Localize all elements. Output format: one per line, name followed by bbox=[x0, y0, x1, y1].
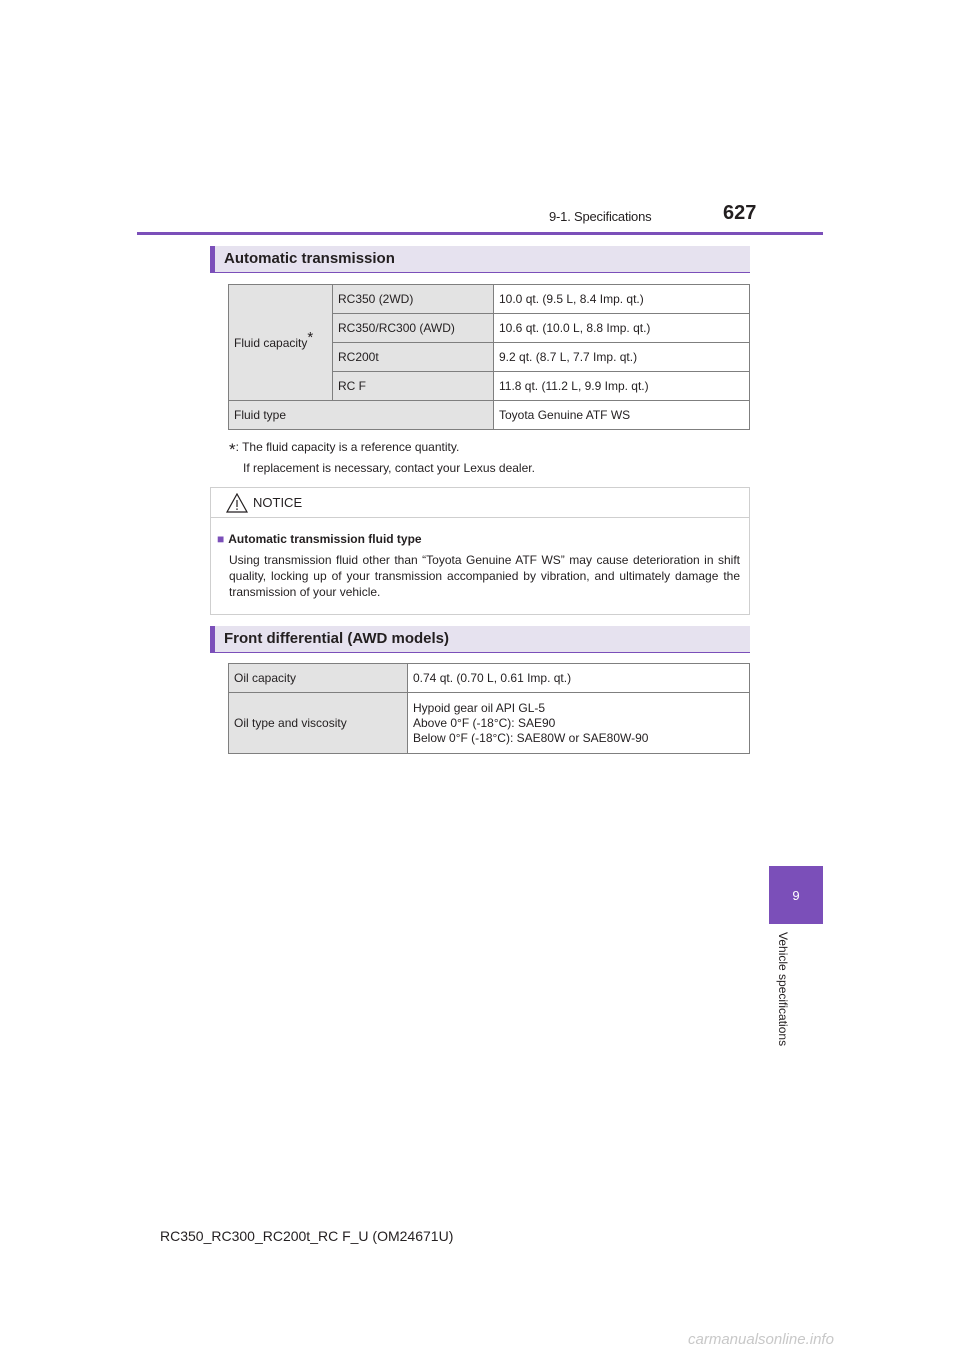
table-row bbox=[229, 693, 750, 754]
fluid-type-label-cell: Fluid type bbox=[229, 401, 494, 430]
watermark: carmanualsonline.info bbox=[688, 1331, 834, 1348]
section-title: 9-1. Specifications bbox=[549, 209, 652, 224]
table-row bbox=[229, 401, 750, 430]
footnote-line-1: : The fluid capacity is a reference quantity. bbox=[235, 440, 460, 454]
fluid-capacity-label-cell bbox=[229, 285, 333, 401]
chapter-label-text: Vehicle specifications bbox=[776, 932, 790, 1047]
capacity-value-cell: 9.2 qt. (8.7 L, 7.7 Imp. qt.) bbox=[494, 343, 750, 372]
notice-title bbox=[217, 532, 422, 546]
model-cell: RC350/RC300 (AWD) bbox=[333, 314, 494, 343]
table-row bbox=[229, 664, 750, 693]
differential-spec-table bbox=[228, 663, 750, 754]
header-divider bbox=[137, 232, 823, 235]
oil-type-value-cell bbox=[408, 693, 750, 754]
oil-type-label-cell: Oil type and viscosity bbox=[229, 693, 408, 754]
model-cell: RC F bbox=[333, 372, 494, 401]
notice-body: Using transmission fluid other than “Toyota Genuine ATF WS” may cause deterioration in shift quality, locking up of your transmission accompanied by vibration, and ultimately damage the transmission of your vehicle. bbox=[229, 553, 740, 599]
notice-label: NOTICE bbox=[253, 495, 303, 510]
model-cell: RC200t bbox=[333, 343, 494, 372]
oil-capacity-value-cell: 0.74 qt. (0.70 L, 0.61 Imp. qt.) bbox=[408, 664, 750, 693]
square-bullet-icon: ■ bbox=[217, 532, 225, 546]
front-differential-heading bbox=[210, 626, 750, 653]
footnote bbox=[229, 438, 535, 478]
fluid-type-value-cell: Toyota Genuine ATF WS bbox=[494, 401, 750, 430]
transmission-spec-table bbox=[228, 284, 750, 430]
footnote-star: * bbox=[229, 440, 236, 459]
notice-box bbox=[210, 487, 750, 615]
chapter-tab[interactable] bbox=[769, 866, 823, 924]
heading-text: Automatic transmission bbox=[224, 250, 395, 267]
heading-text: Front differential (AWD models) bbox=[224, 630, 449, 647]
warning-triangle-icon bbox=[226, 493, 248, 513]
manual-code: RC350_RC300_RC200t_RC F_U (OM24671U) bbox=[160, 1228, 454, 1244]
chapter-label bbox=[772, 932, 792, 1092]
oil-type-line: Below 0°F (-18°C): SAE80W or SAE80W-90 bbox=[413, 730, 649, 745]
chapter-number: 9 bbox=[792, 887, 800, 903]
oil-type-line: Hypoid gear oil API GL-5 bbox=[413, 700, 546, 715]
fluid-capacity-label: Fluid capacity bbox=[234, 335, 308, 350]
footnote-line-2: If replacement is necessary, contact your Lexus dealer. bbox=[243, 461, 535, 475]
oil-capacity-label-cell: Oil capacity bbox=[229, 664, 408, 693]
footnote-marker: * bbox=[307, 328, 314, 346]
page-number: 627 bbox=[723, 202, 757, 224]
capacity-value-cell: 10.6 qt. (10.0 L, 8.8 Imp. qt.) bbox=[494, 314, 750, 343]
capacity-value-cell: 10.0 qt. (9.5 L, 8.4 Imp. qt.) bbox=[494, 285, 750, 314]
model-cell: RC350 (2WD) bbox=[333, 285, 494, 314]
table-row bbox=[229, 285, 750, 314]
automatic-transmission-heading bbox=[210, 246, 750, 273]
capacity-value-cell: 11.8 qt. (11.2 L, 9.9 Imp. qt.) bbox=[494, 372, 750, 401]
notice-title-text: Automatic transmission fluid type bbox=[228, 532, 422, 546]
oil-type-line: Above 0°F (-18°C): SAE90 bbox=[413, 715, 556, 730]
